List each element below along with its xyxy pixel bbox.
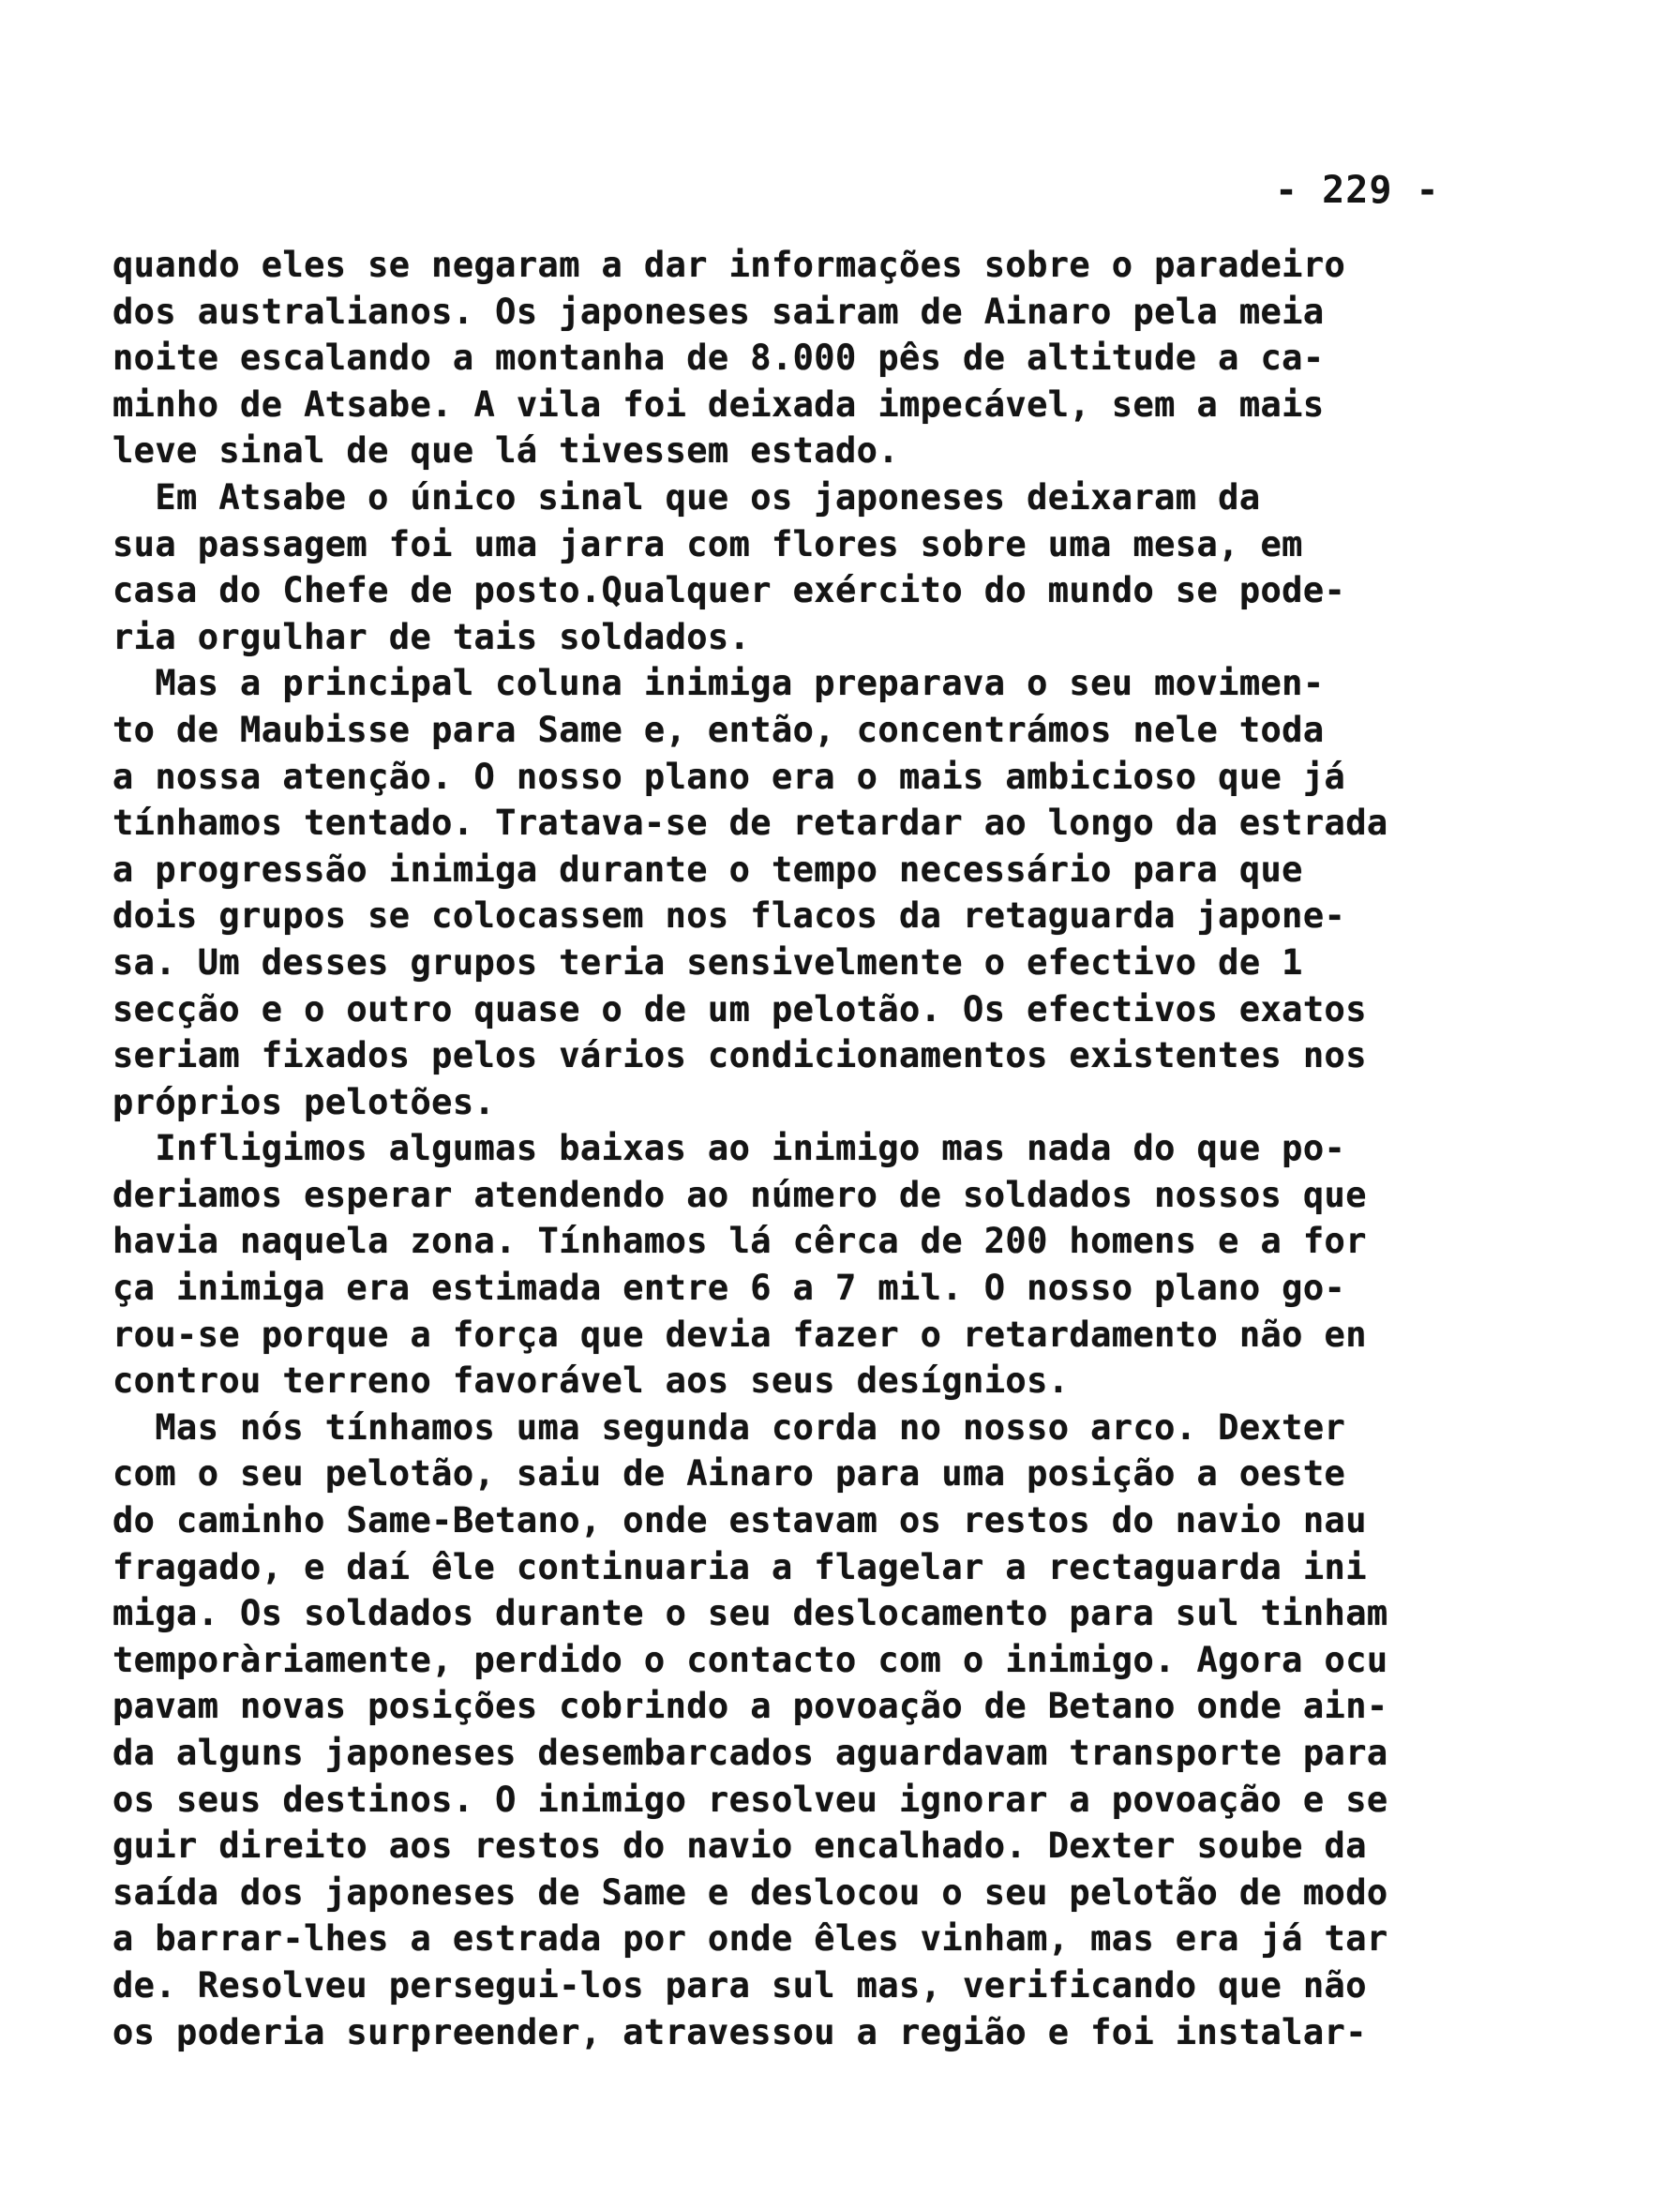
text-line: de. Resolveu persegui-los para sul mas, verificando que não xyxy=(112,1964,1367,2006)
text-line: do caminho Same-Betano, onde estavam os restos do navio nau xyxy=(112,1500,1367,1541)
text-line: dos australianos. Os japoneses sairam de Ainaro pela meia xyxy=(112,291,1325,332)
text-line: Mas nós tínhamos uma segunda corda no nosso arco. Dexter xyxy=(112,1406,1346,1448)
text-line: deriamos esperar atendendo ao número de soldados nossos que xyxy=(112,1174,1367,1215)
text-line: da alguns japoneses desembarcados aguardavam transporte para xyxy=(112,1733,1388,1773)
text-line: com o seu pelotão, saiu de Ainaro para uma posição a oeste xyxy=(112,1453,1346,1495)
text-line: temporàriamente, perdido o contacto com o inimigo. Agora ocu xyxy=(112,1639,1388,1680)
text-line: fragado, e daí êle continuaria a flagelar a rectaguarda ini xyxy=(112,1546,1367,1587)
text-line: havia naquela zona. Tínhamos lá cêrca de 200 homens e a for xyxy=(112,1221,1367,1262)
text-line: pavam novas posições cobrindo a povoação de Betano onde ain- xyxy=(112,1686,1388,1727)
text-line: seriam fixados pelos vários condicionamentos existentes nos xyxy=(112,1035,1367,1076)
text-line: sa. Um desses grupos teria sensivelmente o efectivo de 1 xyxy=(112,941,1303,983)
text-line: a barrar-lhes a estrada por onde êles vinham, mas era já tar xyxy=(112,1918,1388,1960)
text-line: miga. Os soldados durante o seu deslocamento para sul tinham xyxy=(112,1593,1388,1634)
text-line: saída dos japoneses de Same e deslocou o seu pelotão de modo xyxy=(112,1871,1388,1913)
text-line: a nossa atenção. O nosso plano era o mais ambicioso que já xyxy=(112,756,1346,797)
text-line: Infligimos algumas baixas ao inimigo mas nada do que po- xyxy=(112,1128,1346,1169)
body-text xyxy=(112,242,1538,2055)
text-line: dois grupos se colocassem nos flacos da retaguarda japone- xyxy=(112,895,1346,937)
text-line: guir direito aos restos do navio encalhado. Dexter soube da xyxy=(112,1826,1367,1867)
text-line: controu terreno favorável aos seus desígnios. xyxy=(112,1360,1070,1402)
text-line: a progressão inimiga durante o tempo necessário para que xyxy=(112,849,1303,890)
text-line: leve sinal de que lá tivessem estado. xyxy=(112,430,900,472)
text-line: quando eles se negaram a dar informações sobre o paradeiro xyxy=(112,245,1346,285)
text-line: rou-se porque a força que devia fazer o retardamento não en xyxy=(112,1314,1367,1355)
text-line: Mas a principal coluna inimiga preparava o seu movimen- xyxy=(112,663,1325,704)
page-number: - 229 - xyxy=(1275,169,1440,212)
text-line: os seus destinos. O inimigo resolveu ignorar a povoação e se xyxy=(112,1779,1388,1820)
text-line: Em Atsabe o único sinal que os japoneses deixaram da xyxy=(112,476,1261,518)
text-line: ça inimiga era estimada entre 6 a 7 mil. O nosso plano go- xyxy=(112,1268,1346,1309)
text-line: noite escalando a montanha de 8.000 pês de altitude a ca- xyxy=(112,338,1325,379)
text-line: secção e o outro quase o de um pelotão. Os efectivos exatos xyxy=(112,988,1367,1029)
text-line: casa do Chefe de posto.Qualquer exército do mundo se pode- xyxy=(112,570,1346,611)
text-line: sua passagem foi uma jarra com flores sobre uma mesa, em xyxy=(112,523,1303,564)
text-line: os poderia surpreender, atravessou a região e foi instalar- xyxy=(112,2011,1367,2052)
text-line: tínhamos tentado. Tratava-se de retardar ao longo da estrada xyxy=(112,803,1388,844)
text-line: ria orgulhar de tais soldados. xyxy=(112,616,751,657)
text-line: to de Maubisse para Same e, então, concentrámos nele toda xyxy=(112,709,1325,750)
text-line: minho de Atsabe. A vila foi deixada impecável, sem a mais xyxy=(112,383,1325,425)
text-line: próprios pelotões. xyxy=(112,1081,496,1122)
